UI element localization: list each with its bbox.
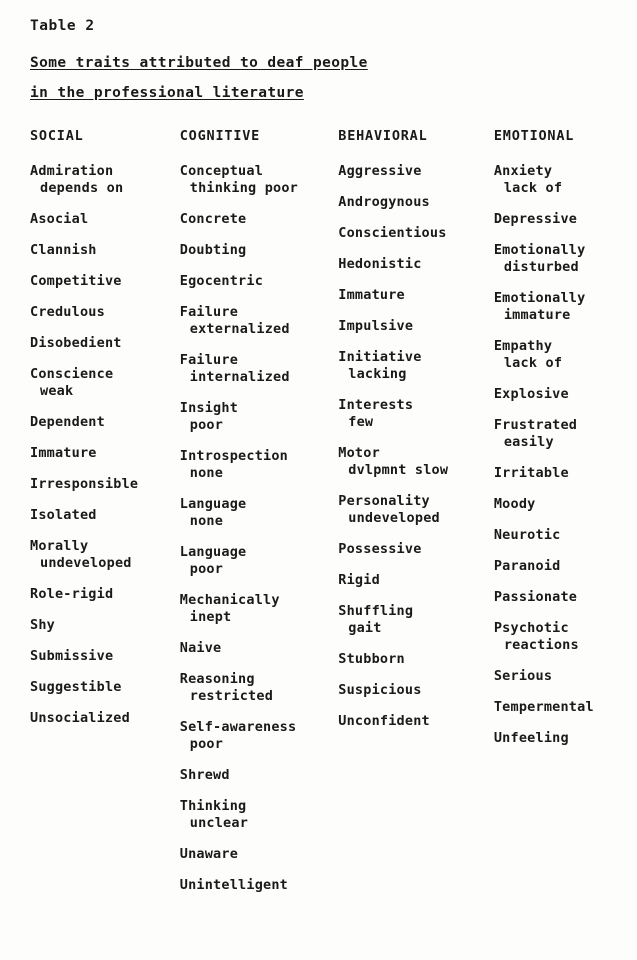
trait-entry — [494, 417, 630, 451]
trait-entry — [494, 386, 630, 403]
trait-main: Asocial — [30, 211, 89, 227]
trait-entry — [494, 290, 630, 324]
trait-sub: lack of — [503, 355, 563, 371]
trait-entry — [180, 304, 339, 338]
trait-main: Language — [179, 544, 247, 560]
trait-main: Conscientious — [338, 225, 447, 241]
trait-entry — [180, 163, 339, 197]
trait-main: Anxiety — [493, 163, 553, 179]
trait-entry — [338, 349, 494, 383]
trait-sub: easily — [503, 434, 554, 450]
trait-main: Moody — [493, 496, 536, 512]
trait-main: Aggressive — [338, 163, 422, 179]
trait-entry — [338, 225, 494, 242]
trait-entry — [494, 620, 630, 654]
trait-entry — [180, 448, 339, 482]
trait-sub: undeveloped — [40, 555, 132, 571]
trait-main: Emotionally — [493, 242, 586, 258]
trait-entry — [30, 476, 180, 493]
trait-main: Language — [179, 496, 247, 512]
trait-sub: thinking poor — [189, 180, 299, 196]
trait-entry — [338, 287, 494, 304]
trait-main: Suspicious — [338, 682, 422, 698]
trait-entry — [180, 671, 339, 705]
trait-main: Empathy — [493, 338, 553, 354]
trait-sub: poor — [189, 417, 224, 433]
table-title-line-2: in the professional literature — [30, 85, 304, 101]
trait-main: Introspection — [179, 448, 289, 464]
trait-entry — [180, 400, 339, 434]
trait-sub: undeveloped — [348, 510, 440, 526]
trait-entry — [180, 544, 339, 578]
trait-sub: few — [348, 414, 374, 430]
trait-main: Unintelligent — [179, 877, 289, 893]
trait-main: Shrewd — [179, 767, 230, 783]
trait-main: Personality — [338, 493, 430, 509]
trait-entry — [494, 465, 630, 482]
trait-entry — [338, 397, 494, 431]
trait-sub: lacking — [348, 366, 407, 382]
trait-sub: depends on — [40, 180, 124, 196]
trait-entry — [494, 163, 630, 197]
trait-main: Naive — [179, 640, 222, 656]
trait-entry — [338, 603, 494, 637]
trait-entry — [180, 640, 339, 657]
trait-main: Possessive — [338, 541, 422, 557]
trait-main: Passionate — [493, 589, 578, 605]
trait-main: Morally — [30, 538, 89, 554]
trait-sub: reactions — [503, 637, 579, 653]
trait-sub: disturbed — [503, 259, 579, 275]
trait-entry — [30, 617, 180, 634]
trait-main: Failure — [179, 304, 239, 320]
trait-sub: internalized — [189, 369, 290, 385]
trait-main: Depressive — [493, 211, 578, 227]
trait-main: Tempermental — [493, 699, 594, 715]
trait-main: Self-awareness — [179, 719, 297, 735]
trait-entry — [494, 338, 630, 372]
trait-main: Credulous — [30, 304, 105, 320]
trait-main: Thinking — [179, 798, 247, 814]
trait-main: Dependent — [30, 414, 105, 430]
trait-sub: inept — [189, 609, 232, 625]
trait-main: Irritable — [493, 465, 569, 481]
column-header-cognitive: COGNITIVE — [179, 128, 261, 144]
trait-entry — [180, 273, 339, 290]
trait-sub: immature — [503, 307, 571, 323]
trait-entry — [494, 589, 630, 606]
trait-main: Shy — [30, 617, 55, 633]
trait-main: Egocentric — [179, 273, 264, 289]
trait-entry — [494, 527, 630, 544]
trait-sub: lack of — [503, 180, 563, 196]
trait-main: Initiative — [338, 349, 422, 365]
trait-sub: externalized — [189, 321, 290, 337]
trait-entry — [180, 496, 339, 530]
trait-entry — [30, 242, 180, 259]
column-header-behavioral: BEHAVIORAL — [338, 128, 428, 144]
trait-sub: none — [189, 513, 224, 529]
trait-entry — [30, 538, 180, 572]
trait-sub: none — [189, 465, 224, 481]
trait-main: Serious — [493, 668, 553, 684]
trait-main: Androgynous — [338, 194, 430, 210]
trait-sub: weak — [40, 383, 74, 399]
trait-main: Role-rigid — [30, 586, 114, 602]
trait-entry — [180, 719, 339, 753]
trait-entry — [338, 541, 494, 558]
trait-entry — [494, 558, 630, 575]
trait-main: Shuffling — [338, 603, 414, 619]
trait-main: Concrete — [179, 211, 247, 227]
trait-main: Suggestible — [30, 679, 122, 695]
table-title — [30, 48, 368, 108]
trait-entry — [30, 304, 180, 321]
trait-sub: dvlpmnt slow — [348, 462, 449, 478]
trait-entry — [338, 445, 494, 479]
trait-main: Submissive — [30, 648, 114, 664]
trait-main: Explosive — [493, 386, 569, 402]
trait-entry — [30, 648, 180, 665]
trait-main: Admiration — [30, 163, 114, 179]
trait-main: Conceptual — [179, 163, 264, 179]
trait-main: Emotionally — [493, 290, 586, 306]
column-social — [30, 128, 180, 908]
trait-sub: restricted — [189, 688, 274, 704]
trait-main: Rigid — [338, 572, 380, 588]
trait-main: Motor — [338, 445, 380, 461]
trait-main: Unfeeling — [493, 730, 569, 746]
trait-entry — [494, 211, 630, 228]
trait-entry — [338, 713, 494, 730]
trait-entry — [338, 194, 494, 211]
trait-entry — [494, 699, 630, 716]
trait-entry — [180, 846, 339, 863]
trait-entry — [180, 352, 339, 386]
trait-sub: poor — [189, 561, 224, 577]
trait-main: Irresponsible — [30, 476, 139, 492]
trait-entry — [180, 877, 339, 894]
column-cognitive — [180, 128, 339, 908]
trait-entry — [338, 651, 494, 668]
column-header-emotional: EMOTIONAL — [493, 128, 575, 144]
trait-entry — [30, 211, 180, 228]
trait-sub: unclear — [189, 815, 249, 831]
trait-main: Frustrated — [493, 417, 578, 433]
trait-main: Clannish — [30, 242, 97, 258]
trait-main: Conscience — [30, 366, 114, 382]
table-title-line-1: Some traits attributed to deaf people — [30, 55, 368, 71]
trait-entry — [338, 256, 494, 273]
trait-entry — [30, 414, 180, 431]
trait-main: Neurotic — [493, 527, 561, 543]
column-behavioral — [338, 128, 494, 908]
trait-entry — [338, 682, 494, 699]
trait-main: Interests — [338, 397, 414, 413]
column-emotional — [494, 128, 630, 908]
trait-main: Paranoid — [493, 558, 561, 574]
trait-entry — [494, 496, 630, 513]
table-label: Table 2 — [30, 18, 95, 34]
trait-main: Unconfident — [338, 713, 430, 729]
trait-main: Isolated — [30, 507, 97, 523]
trait-entry — [180, 242, 339, 259]
trait-entry — [180, 798, 339, 832]
trait-sub: poor — [189, 736, 224, 752]
trait-main: Competitive — [30, 273, 122, 289]
trait-entry — [30, 679, 180, 696]
trait-main: Hedonistic — [338, 256, 422, 272]
trait-main: Unaware — [179, 846, 239, 862]
trait-entry — [494, 730, 630, 747]
column-header-social: SOCIAL — [30, 128, 84, 144]
trait-entry — [30, 445, 180, 462]
trait-entry — [30, 335, 180, 352]
trait-entry — [338, 572, 494, 589]
trait-main: Immature — [338, 287, 405, 303]
trait-main: Failure — [179, 352, 239, 368]
trait-main: Stubborn — [338, 651, 405, 667]
trait-main: Immature — [30, 445, 97, 461]
trait-main: Disobedient — [30, 335, 122, 351]
trait-main: Doubting — [179, 242, 247, 258]
trait-main: Impulsive — [338, 318, 414, 334]
trait-main: Psychotic — [493, 620, 569, 636]
trait-entry — [30, 273, 180, 290]
trait-main: Mechanically — [179, 592, 280, 608]
trait-main: Reasoning — [179, 671, 255, 687]
traits-table — [30, 128, 630, 908]
trait-main: Insight — [179, 400, 239, 416]
trait-entry — [30, 586, 180, 603]
trait-entry — [338, 318, 494, 335]
trait-entry — [30, 710, 180, 727]
trait-entry — [338, 163, 494, 180]
trait-entry — [494, 242, 630, 276]
trait-entry — [494, 668, 630, 685]
trait-sub: gait — [348, 620, 382, 636]
trait-entry — [180, 211, 339, 228]
trait-entry — [30, 366, 180, 400]
trait-entry — [30, 163, 180, 197]
trait-entry — [180, 767, 339, 784]
trait-entry — [30, 507, 180, 524]
trait-entry — [180, 592, 339, 626]
trait-main: Unsocialized — [30, 710, 130, 726]
trait-entry — [338, 493, 494, 527]
